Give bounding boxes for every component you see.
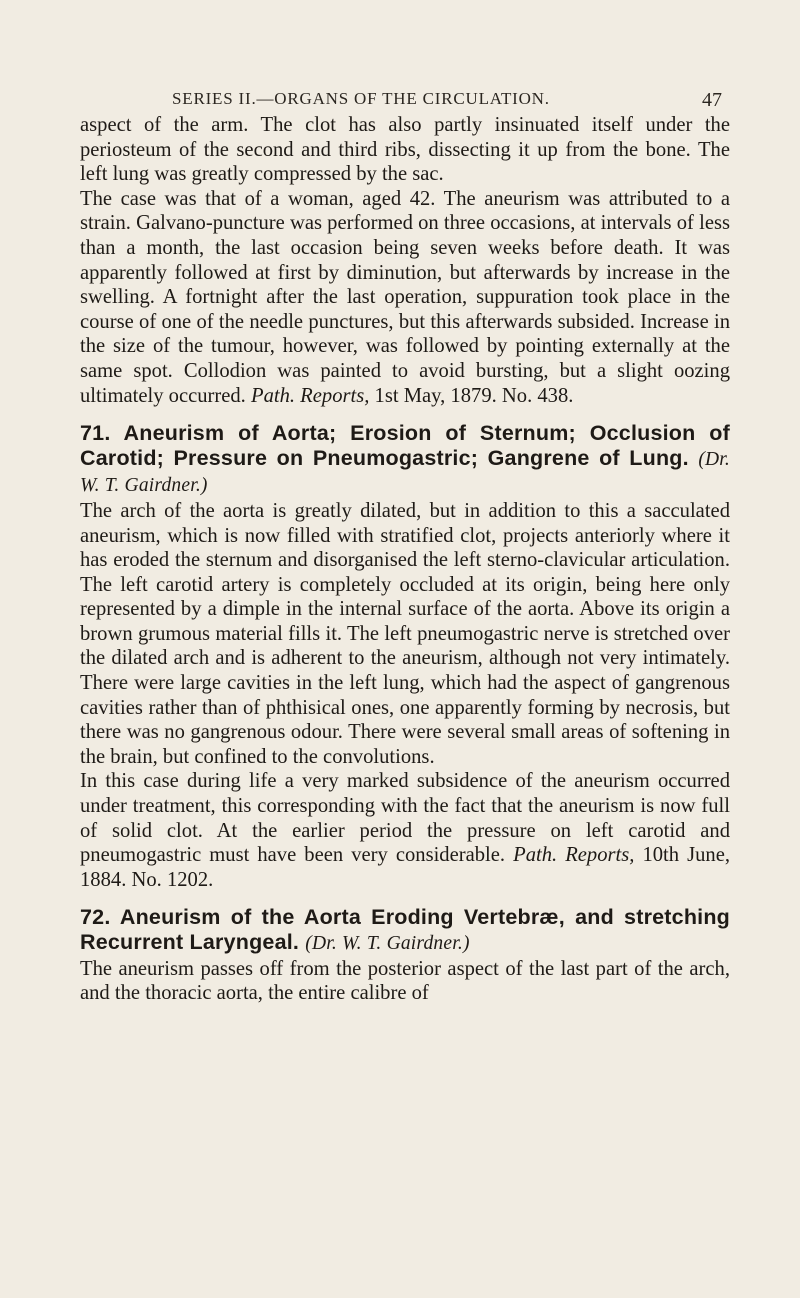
- case-71-author: (Dr. W. T. Gairdner.): [80, 448, 730, 497]
- paragraph-case-history: [80, 187, 730, 408]
- paragraph-continuation: aspect of the arm. The clot has also partly insinuated itself under the periosteum of the second and third ribs, dissecting it up from the bone. The left lung was greatly compressed by the sac.: [80, 114, 730, 186]
- case-71-paragraph-2: [80, 769, 730, 892]
- case-71-reference-source: Path. Reports,: [513, 844, 635, 867]
- case-72-title: 72. Aneurism of the Aorta Eroding Vertebræ, and stretching Recurrent Laryngeal.: [80, 905, 730, 954]
- case-72-author: (Dr. W. T. Gairdner.): [305, 933, 470, 954]
- reference-source: Path. Reports,: [250, 384, 370, 407]
- case-71-reference-date: 10th June, 1884. No. 1202.: [80, 844, 730, 891]
- case-71-paragraph-2-text: In this case during life a very marked subsidence of the aneurism occurred under treatment, this corresponding with the fact that the aneurism is now full of solid clot. At the earlier period the pressure on left carotid and pneumogastric must have been very considerable.: [80, 770, 730, 867]
- case-71-heading: [80, 421, 730, 499]
- section-gap: [80, 408, 730, 421]
- page-header: [88, 89, 728, 115]
- case-71-title: 71. Aneurism of Aorta; Erosion of Sternum; Occlusion of Carotid; Pressure on Pneumogastric; Gangrene of Lung.: [80, 421, 730, 470]
- running-title: SERIES II.—ORGANS OF THE CIRCULATION.: [172, 89, 550, 108]
- case-72-heading: [80, 905, 730, 956]
- case-72-paragraph-1: The aneurism passes off from the posterior aspect of the last part of the arch, and the thoracic aorta, the entire calibre of: [80, 957, 730, 1005]
- page-number: 47: [702, 89, 722, 111]
- page-body: [80, 113, 730, 1006]
- case-71-paragraph-1: The arch of the aorta is greatly dilated, but in addition to this a sacculated aneurism, which is now filled with stratified clot, projects anteriorly where it has eroded the sternum and disorganised the left sterno-clavicular articulation. The left carotid artery is completely occluded at its origin, being here only represented by a dimple in the internal surface of the aorta. Above its origin a brown grumous material fills it. The left pneumogastric nerve is stretched over the dilated arch and is adherent to the aneurism, although not very intimately. There were large cavities in the left lung, which had the aspect of gangrenous cavities rather than of phthisical ones, one apparently forming by necrosis, but there was no gangrenous odour. There were several small areas of softening in the brain, but confined to the convolutions.: [80, 499, 730, 768]
- reference-date: 1st May, 1879. No. 438.: [369, 384, 574, 407]
- section-gap: [80, 892, 730, 905]
- case-history-text: The case was that of a woman, aged 42. The aneurism was attributed to a strain. Galvano-puncture was performed on three occasions, at intervals of less than a month, the last occasion being seven weeks before death. It was apparently followed at first by diminution, but afterwards by increase in the swelling. A fortnight after the last operation, suppuration took place in the course of one of the needle punctures, but this afterwards subsided. Increase in the size of the tumour, however, was followed by pointing externally at the same spot. Collodion was painted to avoid bursting, but a slight oozing ultimately occurred.: [80, 187, 730, 407]
